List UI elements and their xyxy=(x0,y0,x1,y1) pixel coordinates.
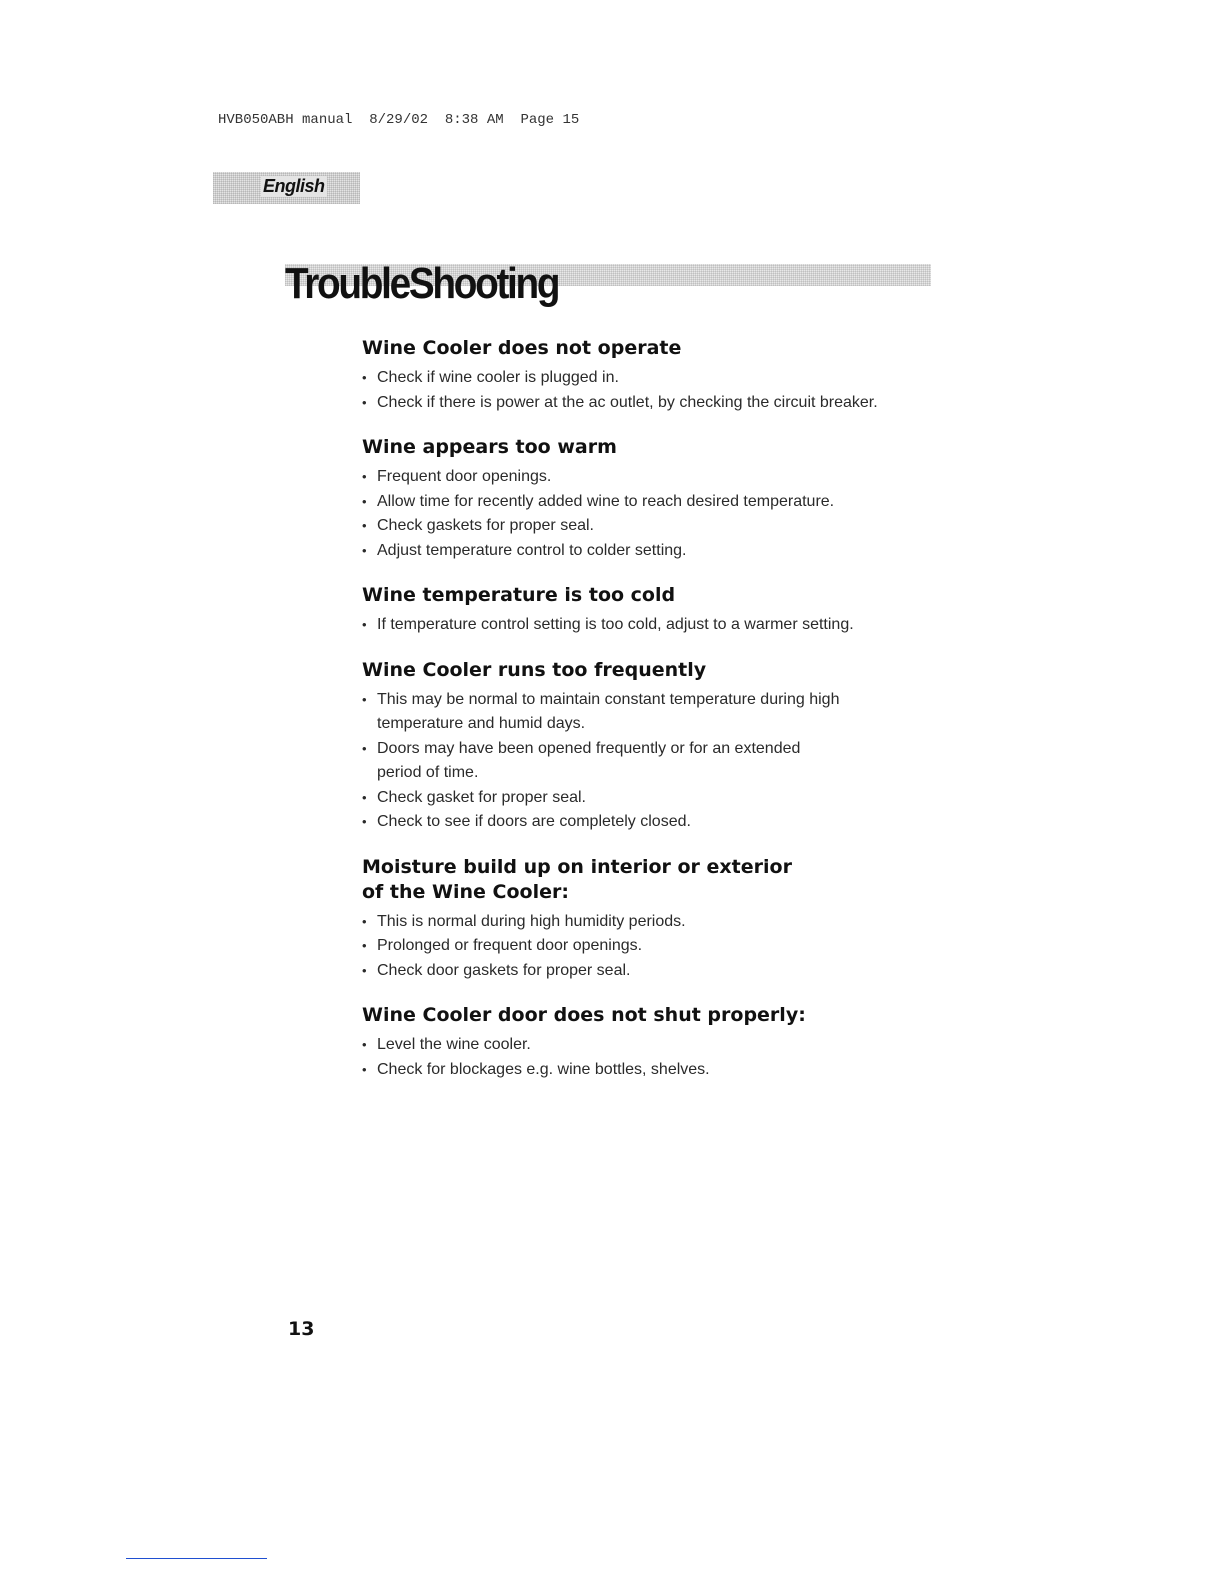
list-item: • Check if wine cooler is plugged in. xyxy=(362,366,962,391)
section-heading: Wine appears too warm xyxy=(362,436,617,458)
page-title: TroubleShooting xyxy=(285,259,559,308)
list-item: • Check if there is power at the ac outlet, by checking the circuit breaker. xyxy=(362,391,962,416)
list-item: • Prolonged or frequent door openings. xyxy=(362,934,962,959)
bullet-list xyxy=(362,465,962,563)
language-tab-label: English xyxy=(263,176,325,196)
print-header: HVB050ABH manual 8/29/02 8:38 AM Page 15 xyxy=(218,112,580,128)
bullet-list xyxy=(362,366,962,415)
language-tab xyxy=(213,172,360,204)
section-runs-too-frequently xyxy=(362,658,962,835)
list-item: • Check for blockages e.g. wine bottles, shelves. xyxy=(362,1058,962,1083)
section-heading: Wine temperature is too cold xyxy=(362,584,676,606)
list-item: • Frequent door openings. xyxy=(362,465,962,490)
section-does-not-operate xyxy=(362,336,962,415)
bullet-list xyxy=(362,688,842,835)
page-number: 13 xyxy=(288,1318,315,1340)
bullet-list xyxy=(362,1033,962,1082)
section-heading: Wine Cooler runs too frequently xyxy=(362,658,707,681)
section-heading: Wine Cooler does not operate xyxy=(362,337,682,359)
list-item: • Adjust temperature control to colder setting. xyxy=(362,539,962,564)
list-item: • Allow time for recently added wine to reach desired temperature. xyxy=(362,490,962,515)
footer-rule xyxy=(126,1558,267,1559)
section-too-warm xyxy=(362,435,962,563)
list-item: • Check gaskets for proper seal. xyxy=(362,514,962,539)
troubleshooting-content xyxy=(362,336,962,1102)
list-item: • This is normal during high humidity periods. xyxy=(362,910,962,935)
list-item: • Level the wine cooler. xyxy=(362,1033,962,1058)
section-door-does-not-shut xyxy=(362,1003,962,1082)
list-item: • Check gasket for proper seal. xyxy=(362,786,842,811)
section-heading: Wine Cooler door does not shut properly: xyxy=(362,1004,806,1026)
section-heading: Moisture build up on interior or exterior of the Wine Cooler: xyxy=(362,855,792,903)
list-item: • If temperature control setting is too cold, adjust to a warmer setting. xyxy=(362,613,962,638)
list-item: • This may be normal to maintain constant temperature during high temperature and humid days. xyxy=(362,688,842,737)
section-moisture-build-up xyxy=(362,855,962,984)
bullet-list xyxy=(362,910,962,984)
list-item: • Doors may have been opened frequently or for an extended period of time. xyxy=(362,737,842,786)
section-too-cold xyxy=(362,583,962,638)
list-item: • Check to see if doors are completely closed. xyxy=(362,810,842,835)
bullet-list xyxy=(362,613,962,638)
list-item: • Check door gaskets for proper seal. xyxy=(362,959,962,984)
